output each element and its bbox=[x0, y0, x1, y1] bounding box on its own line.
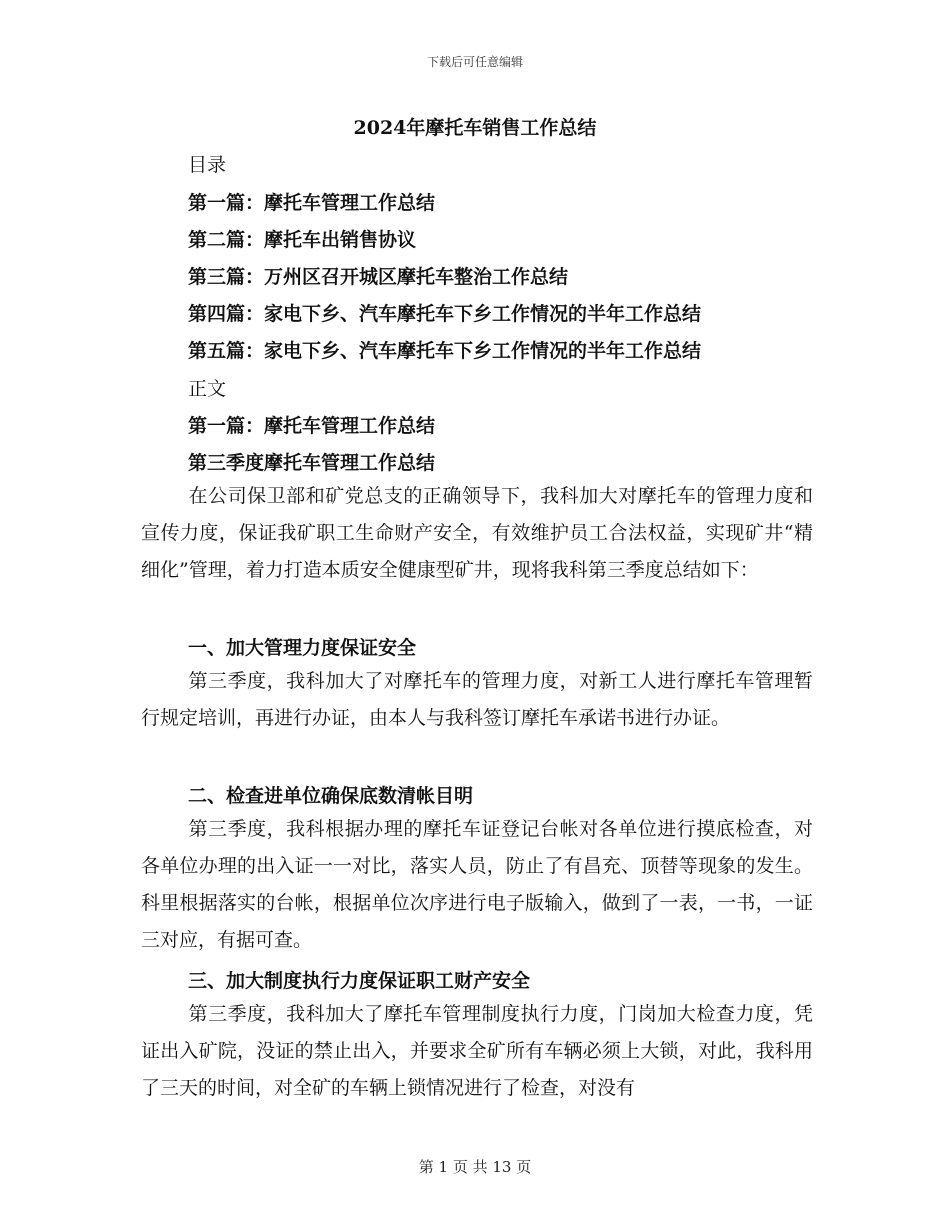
section-1-heading: 一、加大管理力度保证安全 bbox=[188, 637, 417, 659]
toc-item-4: 第四篇：家电下乡、汽车摩托车下乡工作情况的半年工作总结 bbox=[188, 303, 702, 325]
section-3-paragraph bbox=[141, 996, 813, 1107]
intro-text: 在公司保卫部和矿党总支的正确领导下，我科加大对摩托车的管理力度和宣传力度，保证我矿职工生命财产安全，有效维护员工合法权益，实现矿井“精细化”管理，着力打造本质安全健康型矿井，现将我科第三季度总结如下： bbox=[141, 485, 813, 581]
intro-paragraph bbox=[141, 478, 813, 589]
section-1-paragraph bbox=[141, 663, 813, 737]
report-title: 第三季度摩托车管理工作总结 bbox=[188, 452, 436, 474]
section-2-heading: 二、检查进单位确保底数清帐目明 bbox=[188, 785, 474, 807]
section-1-text: 第三季度，我科加大了对摩托车的管理力度，对新工人进行摩托车管理暂行规定培训，再进行办证，由本人与我科签订摩托车承诺书进行办证。 bbox=[141, 670, 813, 729]
document-title: 2024年摩托车销售工作总结 bbox=[353, 117, 597, 139]
header-note: 下载后可任意编辑 bbox=[426, 55, 523, 69]
toc-label: 目录 bbox=[188, 154, 227, 176]
toc-item-2: 第二篇：摩托车出销售协议 bbox=[188, 229, 417, 251]
section-2-text: 第三季度，我科根据办理的摩托车证登记台帐对各单位进行摸底检查，对各单位办理的出入证一一对比，落实人员，防止了有昌充、顶替等现象的发生。科里根据落实的台帐，根据单位次序进行电子版输入，做到了一表，一书，一证三对应，有据可查。 bbox=[141, 818, 813, 951]
section-2-paragraph bbox=[141, 811, 813, 959]
page-footer: 第 1 页 共 13 页 bbox=[418, 1158, 532, 1176]
section-3-heading: 三、加大制度执行力度保证职工财产安全 bbox=[188, 970, 531, 992]
body-label: 正文 bbox=[188, 378, 227, 400]
chapter-title: 第一篇：摩托车管理工作总结 bbox=[188, 415, 436, 437]
toc-item-3: 第三篇：万州区召开城区摩托车整治工作总结 bbox=[188, 266, 569, 288]
toc-item-1: 第一篇：摩托车管理工作总结 bbox=[188, 192, 436, 214]
section-3-text: 第三季度，我科加大了摩托车管理制度执行力度，门岗加大检查力度，凭证出入矿院，没证的禁止出入，并要求全矿所有车辆必须上大锁，对此，我科用了三天的时间，对全矿的车辆上锁情况进行了检查，对没有 bbox=[141, 1003, 813, 1099]
toc-item-5: 第五篇：家电下乡、汽车摩托车下乡工作情况的半年工作总结 bbox=[188, 340, 702, 362]
